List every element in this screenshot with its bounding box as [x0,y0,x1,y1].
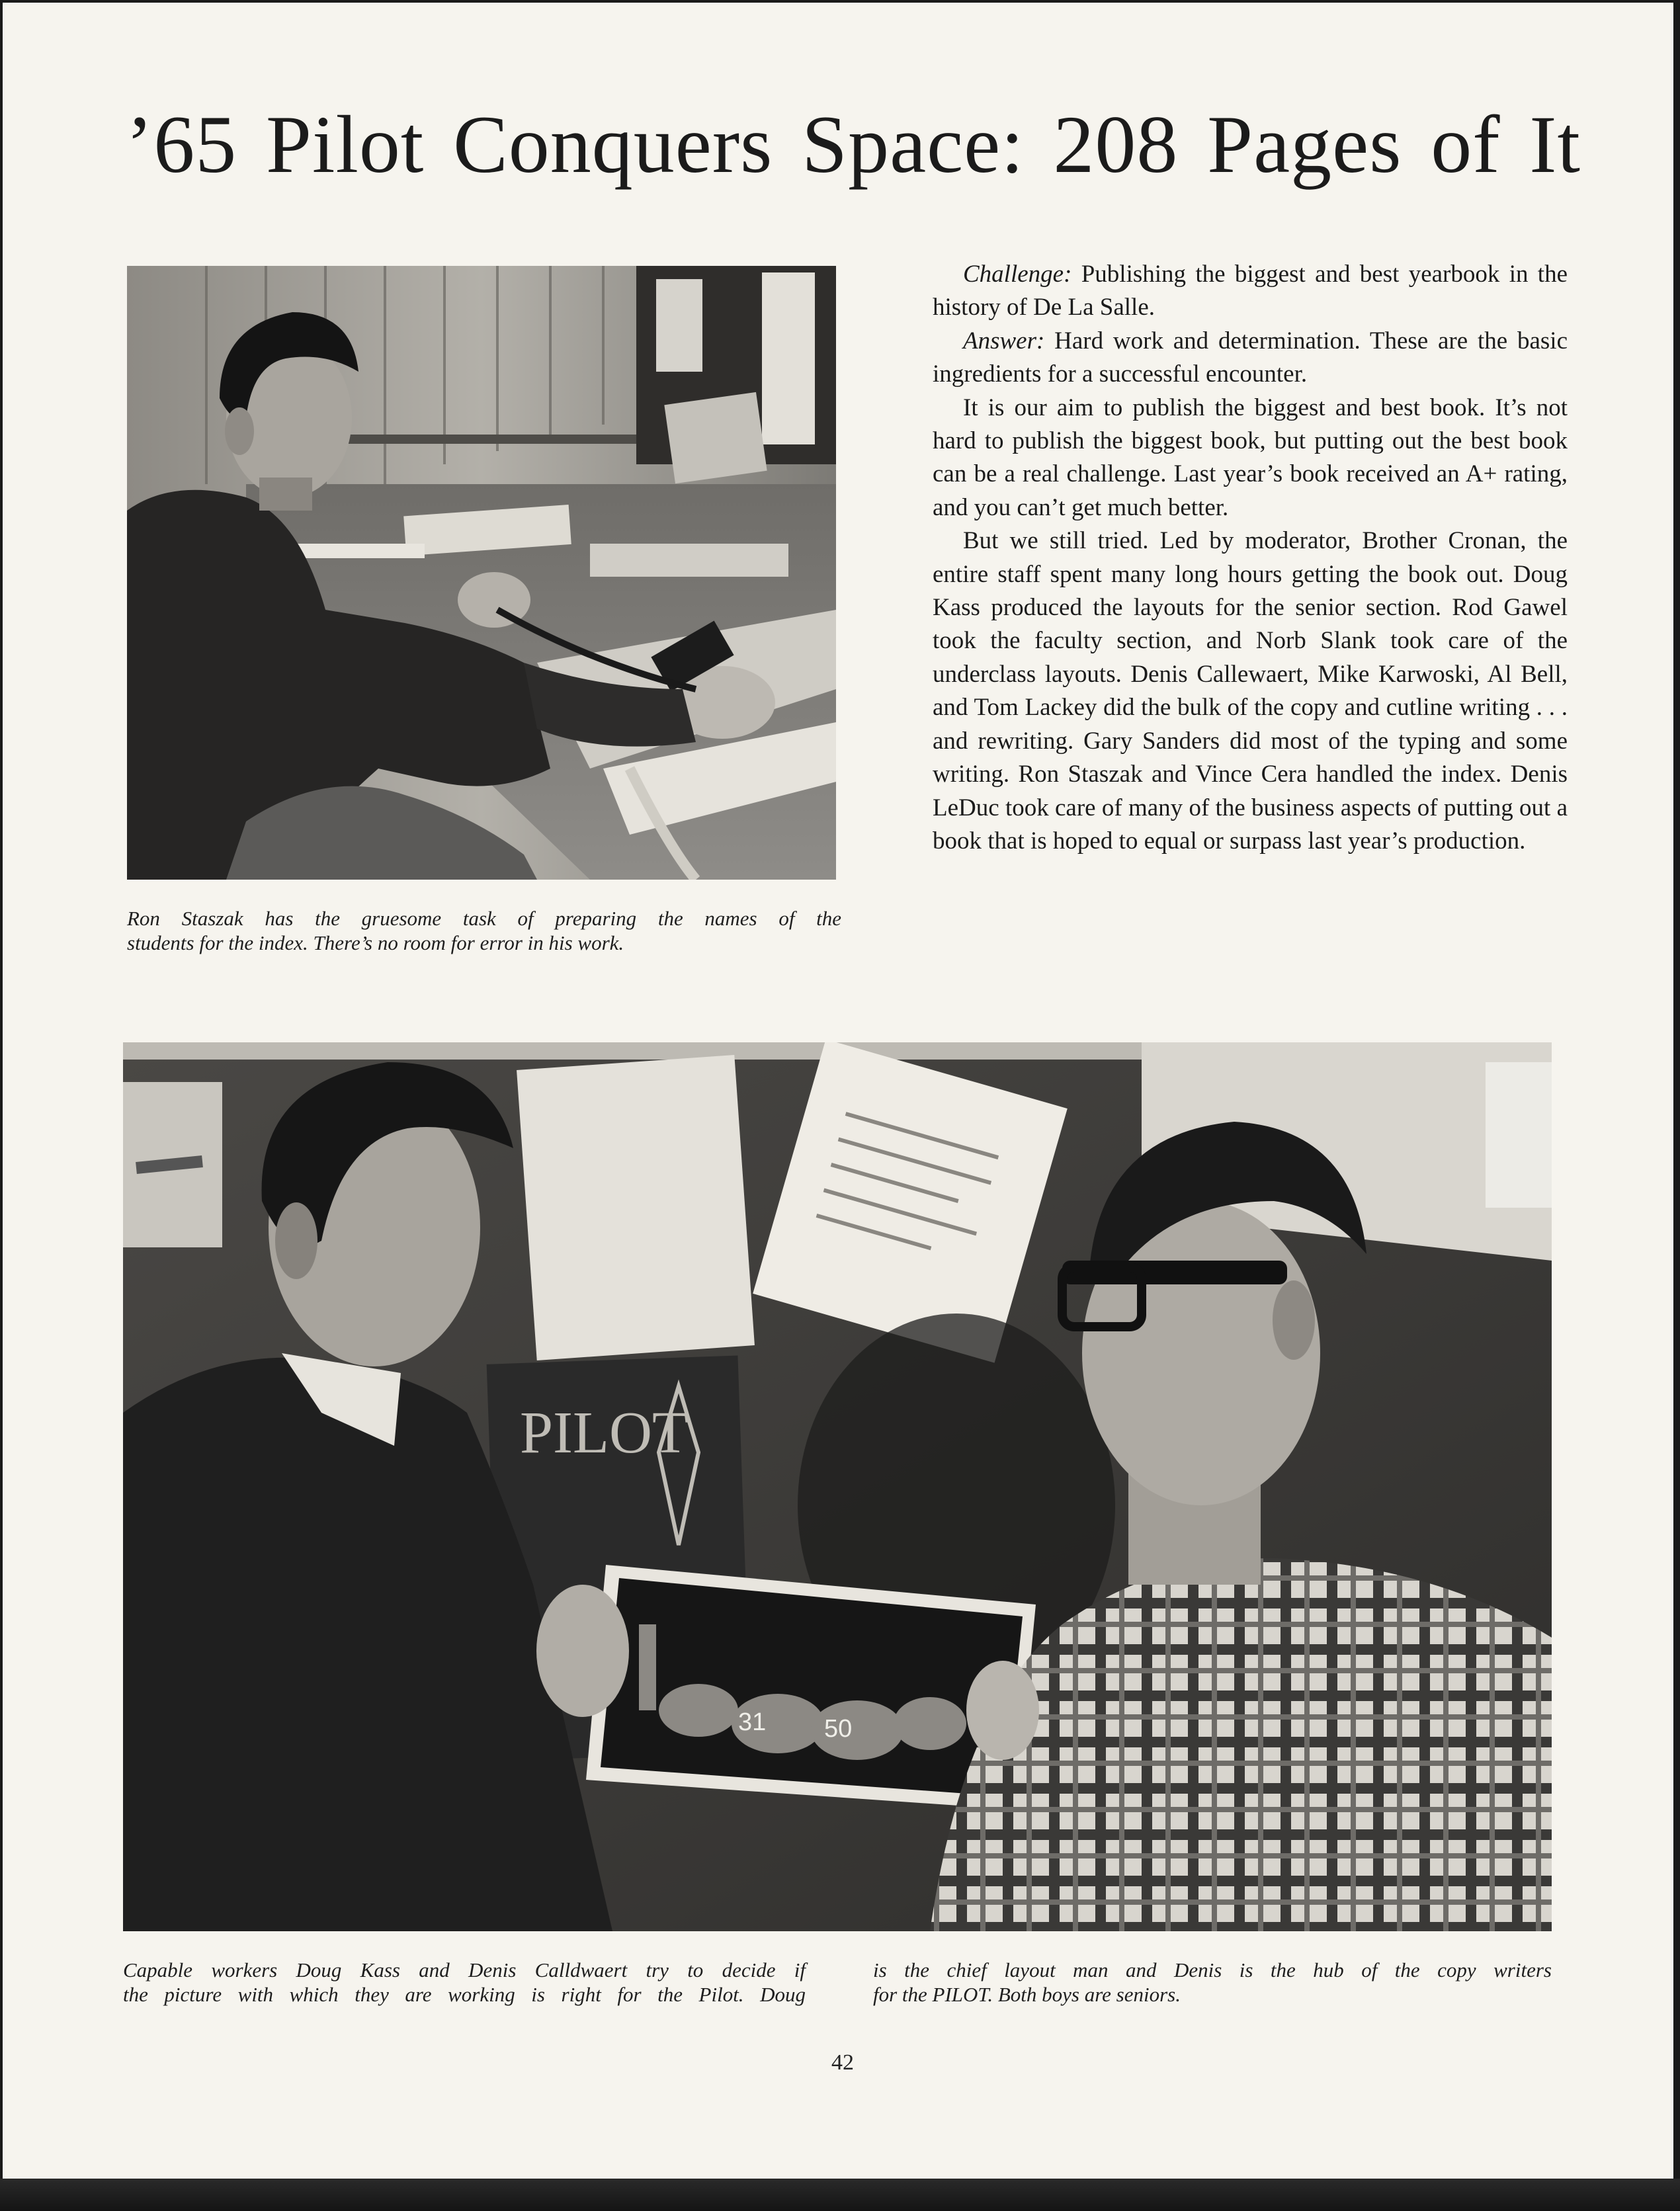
top-caption-line-2: students for the index. There’s no room for error in his work. [127,931,624,954]
page-headline: ’65 Pilot Conquers Space: 208 Pages of It [126,99,1581,190]
two-men-with-photograph-icon [123,1042,1552,1931]
top-photo-caption [127,906,841,955]
svg-text:31: 31 [738,1708,767,1736]
article-body [933,258,1568,858]
top-caption-line-1: Ron Staszak has the gruesome task of preparing the names of the [127,907,841,930]
article-paragraph-4: But we still tried. Led by moderator, Brother Cronan, the entire staff spent many long hours getting the book out. Doug Kass produced the layouts for the senior section. Rod Gawel took the faculty section, and Norb Slank took care of the underclass layouts. Denis Callewaert, Mike Karwoski, Al Bell, and Tom Lackey did the bulk of the copy and cutline writing . . . and rewriting. Gary Sanders did most of the typing and some writing. Ron Staszak and Vince Cera handled the index. Denis LeDuc took care of many of the business aspects of putting out a book that is hoped to equal or surpass last year’s production. [933,527,1568,855]
article-paragraph-1 [933,258,1568,325]
article-paragraph-3: It is our aim to publish the biggest and best book. It’s not hard to publish the biggest book, but putting out the best book can be a real challenge. Last year’s book received an A+ rating, and you can’t get much better. [933,394,1568,521]
scan-bottom-edge [0,2179,1680,2211]
yearbook-page [3,3,1673,2179]
book-cover-pilot-text: PILOT [520,1400,689,1466]
man-at-desk-photo-icon [127,266,836,880]
bottom-left-caption-line-1: Capable workers Doug Kass and Denis Calldwaert try to decide if [123,1958,806,1982]
challenge-lead: Challenge: [963,261,1072,288]
svg-text:50: 50 [824,1715,853,1743]
bottom-right-caption-line-1: is the chief layout man and Denis is the hub of the copy writers [873,1958,1552,1982]
challenge-text: Publishing the biggest and best yearbook in the history of De La Salle. [933,261,1568,321]
bottom-photo-caption-right [873,1958,1552,2007]
photo-staszak-at-desk [127,266,836,880]
answer-text: Hard work and determination. These are the basic ingredients for a successful encounter. [933,327,1568,388]
answer-lead: Answer: [963,327,1045,355]
bottom-photo-caption-left [123,1958,806,2007]
bottom-left-caption-line-2: the picture with which they are working is right for the Pilot. Doug [123,1983,806,2006]
bottom-right-caption-line-2: for the PILOT. Both boys are seniors. [873,1983,1181,2006]
article-paragraph-2 [933,325,1568,392]
photo-kass-and-callewaert [123,1042,1552,1931]
page-number: 42 [831,2050,854,2075]
